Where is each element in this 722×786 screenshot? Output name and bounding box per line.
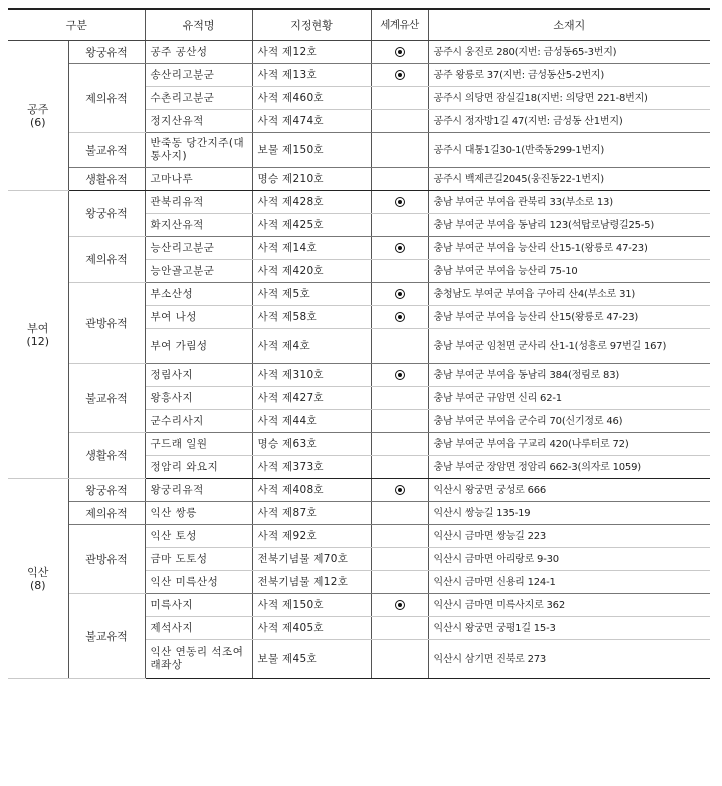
designation: 전북기념물 제70호 xyxy=(252,548,371,571)
site-name: 왕흥사지 xyxy=(145,387,252,410)
world-heritage-cell xyxy=(371,283,428,306)
site-name: 제석사지 xyxy=(145,617,252,640)
world-heritage-cell xyxy=(371,640,428,679)
location: 익산시 금마면 아리랑로 9-30 xyxy=(428,548,710,571)
site-name: 공주 공산성 xyxy=(145,41,252,64)
header-location: 소재지 xyxy=(428,9,710,41)
location: 충남 부여군 부여읍 능산리 산15-1(왕릉로 47-23) xyxy=(428,237,710,260)
designation: 사적 제12호 xyxy=(252,41,371,64)
region-name: 공주 xyxy=(27,102,49,116)
location: 익산시 왕궁면 궁평1길 15-3 xyxy=(428,617,710,640)
world-heritage-cell xyxy=(371,571,428,594)
world-heritage-cell xyxy=(371,260,428,283)
category-cell: 제의유적 xyxy=(68,237,145,283)
world-heritage-mark-icon xyxy=(395,600,405,610)
site-name: 능안골고분군 xyxy=(145,260,252,283)
region-count: (12) xyxy=(26,334,50,348)
world-heritage-cell xyxy=(371,387,428,410)
designation: 사적 제5호 xyxy=(252,283,371,306)
site-name: 부소산성 xyxy=(145,283,252,306)
category-cell: 왕궁유적 xyxy=(68,479,145,502)
site-name: 관북리유적 xyxy=(145,191,252,214)
site-name: 정림사지 xyxy=(145,364,252,387)
table-row xyxy=(8,283,710,306)
world-heritage-cell xyxy=(371,525,428,548)
location: 충남 부여군 부여읍 동남리 123(석탑로남령길25-5) xyxy=(428,214,710,237)
location: 충남 부여군 장암면 정암리 662-3(의자로 1059) xyxy=(428,456,710,479)
designation: 명승 제63호 xyxy=(252,433,371,456)
site-name: 부여 가림성 xyxy=(145,329,252,364)
world-heritage-mark-icon xyxy=(395,47,405,57)
designation: 사적 제87호 xyxy=(252,502,371,525)
world-heritage-cell xyxy=(371,479,428,502)
header-category: 구분 xyxy=(8,9,145,41)
location: 충남 부여군 부여읍 동남리 384(정림로 83) xyxy=(428,364,710,387)
table-body xyxy=(8,41,710,679)
header-row xyxy=(8,9,710,41)
world-heritage-cell xyxy=(371,617,428,640)
designation: 사적 제428호 xyxy=(252,191,371,214)
table-row xyxy=(8,364,710,387)
designation: 명승 제210호 xyxy=(252,168,371,191)
site-name: 정암리 와요지 xyxy=(145,456,252,479)
world-heritage-cell xyxy=(371,64,428,87)
table-row xyxy=(8,41,710,64)
location: 익산시 금마면 미륵사지로 362 xyxy=(428,594,710,617)
header-world-heritage: 세계유산 xyxy=(371,9,428,41)
location: 충남 부여군 부여읍 구교리 420(나루터로 72) xyxy=(428,433,710,456)
location: 공주시 웅진로 280(지번: 금성동65-3번지) xyxy=(428,41,710,64)
location: 공주 왕릉로 37(지번: 금성동산5-2번지) xyxy=(428,64,710,87)
site-name: 왕궁리유적 xyxy=(145,479,252,502)
designation: 사적 제460호 xyxy=(252,87,371,110)
location: 충남 부여군 규암면 신리 62-1 xyxy=(428,387,710,410)
world-heritage-cell xyxy=(371,168,428,191)
site-name: 미륵사지 xyxy=(145,594,252,617)
world-heritage-cell xyxy=(371,502,428,525)
location: 공주시 의당면 잠실길18(지번: 의당면 221-8번지) xyxy=(428,87,710,110)
heritage-table-container xyxy=(8,8,710,679)
world-heritage-mark-icon xyxy=(395,70,405,80)
world-heritage-cell xyxy=(371,594,428,617)
designation: 사적 제310호 xyxy=(252,364,371,387)
table-row xyxy=(8,237,710,260)
location: 익산시 왕궁면 궁성로 666 xyxy=(428,479,710,502)
site-name: 능산리고분군 xyxy=(145,237,252,260)
category-cell: 관방유적 xyxy=(68,525,145,594)
world-heritage-cell xyxy=(371,548,428,571)
site-name: 익산 토성 xyxy=(145,525,252,548)
table-row xyxy=(8,133,710,168)
world-heritage-mark-icon xyxy=(395,289,405,299)
region-name: 익산 xyxy=(27,565,49,579)
category-cell: 왕궁유적 xyxy=(68,191,145,237)
designation: 사적 제14호 xyxy=(252,237,371,260)
location: 익산시 쌍능길 135-19 xyxy=(428,502,710,525)
category-cell: 생활유적 xyxy=(68,168,145,191)
region-count: (6) xyxy=(29,115,46,129)
region-name: 부여 xyxy=(27,321,49,335)
site-name: 반죽동 당간지주(대통사지) xyxy=(145,133,252,168)
world-heritage-mark-icon xyxy=(395,485,405,495)
designation: 전북기념물 제12호 xyxy=(252,571,371,594)
world-heritage-cell xyxy=(371,456,428,479)
site-name: 금마 도토성 xyxy=(145,548,252,571)
location: 공주시 정자방1길 47(지번: 금성동 산1번지) xyxy=(428,110,710,133)
world-heritage-cell xyxy=(371,110,428,133)
world-heritage-mark-icon xyxy=(395,243,405,253)
location: 충남 부여군 부여읍 관북리 33(부소로 13) xyxy=(428,191,710,214)
region-cell xyxy=(8,479,68,679)
location: 충청남도 부여군 부여읍 구아리 산4(부소로 31) xyxy=(428,283,710,306)
region-cell xyxy=(8,41,68,191)
region-cell xyxy=(8,191,68,479)
category-cell: 제의유적 xyxy=(68,64,145,133)
site-name: 화지산유적 xyxy=(145,214,252,237)
location: 익산시 금마면 신용리 124-1 xyxy=(428,571,710,594)
designation: 사적 제13호 xyxy=(252,64,371,87)
world-heritage-cell xyxy=(371,364,428,387)
category-cell: 불교유적 xyxy=(68,364,145,433)
world-heritage-cell xyxy=(371,329,428,364)
category-cell: 관방유적 xyxy=(68,283,145,364)
table-row xyxy=(8,433,710,456)
location: 충남 부여군 임천면 군사리 산1-1(성흥로 97번길 167) xyxy=(428,329,710,364)
location: 공주시 백제큰길2045(웅진동22-1번지) xyxy=(428,168,710,191)
location: 공주시 대통1길30-1(반죽동299-1번지) xyxy=(428,133,710,168)
category-cell: 불교유적 xyxy=(68,594,145,679)
world-heritage-cell xyxy=(371,214,428,237)
table-row xyxy=(8,168,710,191)
category-cell: 제의유적 xyxy=(68,502,145,525)
category-cell: 왕궁유적 xyxy=(68,41,145,64)
heritage-table xyxy=(8,8,710,679)
designation: 사적 제44호 xyxy=(252,410,371,433)
table-row xyxy=(8,502,710,525)
category-cell: 생활유적 xyxy=(68,433,145,479)
site-name: 부여 나성 xyxy=(145,306,252,329)
designation: 사적 제405호 xyxy=(252,617,371,640)
designation: 사적 제4호 xyxy=(252,329,371,364)
header-name: 유적명 xyxy=(145,9,252,41)
designation: 사적 제92호 xyxy=(252,525,371,548)
designation: 보물 제45호 xyxy=(252,640,371,679)
region-count: (8) xyxy=(29,578,46,592)
world-heritage-cell xyxy=(371,410,428,433)
header-designation: 지정현황 xyxy=(252,9,371,41)
designation: 사적 제420호 xyxy=(252,260,371,283)
site-name: 고마나루 xyxy=(145,168,252,191)
designation: 사적 제408호 xyxy=(252,479,371,502)
location: 충남 부여군 부여읍 능산리 산15(왕릉로 47-23) xyxy=(428,306,710,329)
site-name: 구드래 일원 xyxy=(145,433,252,456)
world-heritage-cell xyxy=(371,433,428,456)
world-heritage-cell xyxy=(371,41,428,64)
location: 익산시 금마면 쌍능길 223 xyxy=(428,525,710,548)
table-row xyxy=(8,594,710,617)
designation: 사적 제58호 xyxy=(252,306,371,329)
designation: 보물 제150호 xyxy=(252,133,371,168)
site-name: 군수리사지 xyxy=(145,410,252,433)
world-heritage-cell xyxy=(371,306,428,329)
world-heritage-cell xyxy=(371,87,428,110)
designation: 사적 제150호 xyxy=(252,594,371,617)
world-heritage-cell xyxy=(371,191,428,214)
table-row xyxy=(8,64,710,87)
designation: 사적 제373호 xyxy=(252,456,371,479)
site-name: 정지산유적 xyxy=(145,110,252,133)
world-heritage-cell xyxy=(371,237,428,260)
category-cell: 불교유적 xyxy=(68,133,145,168)
designation: 사적 제427호 xyxy=(252,387,371,410)
table-row xyxy=(8,525,710,548)
site-name: 송산리고분군 xyxy=(145,64,252,87)
table-row xyxy=(8,479,710,502)
table-row xyxy=(8,191,710,214)
location: 충남 부여군 부여읍 군수리 70(신기정로 46) xyxy=(428,410,710,433)
designation: 사적 제425호 xyxy=(252,214,371,237)
location: 익산시 삼기면 진북로 273 xyxy=(428,640,710,679)
world-heritage-mark-icon xyxy=(395,370,405,380)
site-name: 익산 미륵산성 xyxy=(145,571,252,594)
location: 충남 부여군 부여읍 능산리 75-10 xyxy=(428,260,710,283)
world-heritage-mark-icon xyxy=(395,197,405,207)
world-heritage-cell xyxy=(371,133,428,168)
site-name: 수촌리고분군 xyxy=(145,87,252,110)
site-name: 익산 쌍릉 xyxy=(145,502,252,525)
site-name: 익산 연동리 석조여래좌상 xyxy=(145,640,252,679)
designation: 사적 제474호 xyxy=(252,110,371,133)
world-heritage-mark-icon xyxy=(395,312,405,322)
